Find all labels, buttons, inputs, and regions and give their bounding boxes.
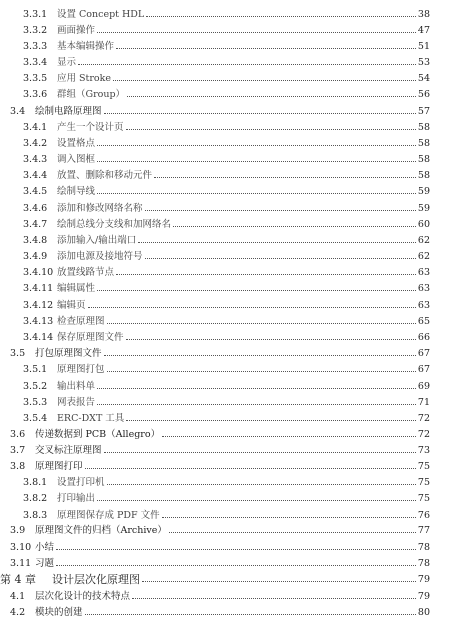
toc-entry-number: 3.9 xyxy=(10,525,26,536)
toc-entry-title: 模块的创建 xyxy=(35,607,83,618)
toc-entry-page: 69 xyxy=(417,381,430,392)
dot-leader xyxy=(56,565,416,566)
dot-leader xyxy=(88,307,416,308)
toc-entry[interactable] xyxy=(0,55,459,70)
toc-entry-number: 3.3.6 xyxy=(23,89,48,100)
dot-leader xyxy=(97,404,416,405)
toc-entry-number: 3.8.2 xyxy=(23,493,48,504)
toc-entry-title: 保存原理图文件 xyxy=(57,332,124,343)
toc-entry[interactable] xyxy=(0,217,459,232)
toc-entry[interactable] xyxy=(0,572,459,587)
toc-entry-title: 编辑页 xyxy=(57,300,86,311)
toc-entry[interactable] xyxy=(0,427,459,442)
dot-leader xyxy=(104,355,416,356)
toc-entry-title: 绘制总线分支线和加网络名 xyxy=(57,219,172,230)
toc-entry-page: 75 xyxy=(417,493,430,504)
toc-entry-number: 3.10 xyxy=(10,542,32,553)
dot-leader xyxy=(97,145,416,146)
toc-entry[interactable] xyxy=(0,443,459,458)
toc-entry[interactable] xyxy=(0,475,459,490)
toc-entry[interactable] xyxy=(0,233,459,248)
toc-entry-number: 3.5.3 xyxy=(23,397,48,408)
toc-entry-page: 72 xyxy=(417,413,430,424)
toc-entry-number: 3.4.9 xyxy=(23,251,48,262)
dot-leader xyxy=(97,500,416,501)
toc-entry-page: 54 xyxy=(417,73,430,84)
toc-entry-number: 3.4.12 xyxy=(23,300,54,311)
toc-entry-number: 3.3.5 xyxy=(23,73,48,84)
toc-entry-page: 79 xyxy=(417,574,430,585)
toc-entry-number: 3.8.1 xyxy=(23,477,48,488)
toc-entry-title: 添加输入/输出端口 xyxy=(57,235,137,246)
toc-entry-page: 65 xyxy=(417,316,430,327)
toc-entry-title: 习题 xyxy=(35,558,55,569)
toc-entry-title: 绘制导线 xyxy=(57,186,96,197)
dot-leader xyxy=(145,210,416,211)
toc-entry[interactable] xyxy=(0,589,459,604)
dot-leader xyxy=(145,258,416,259)
toc-entry-title: 打包原理图文件 xyxy=(35,348,102,359)
toc-entry-title: 交叉标注原理图 xyxy=(35,445,102,456)
toc-entry-page: 72 xyxy=(417,429,430,440)
dot-leader xyxy=(146,16,416,17)
toc-entry-number: 3.4.13 xyxy=(23,316,54,327)
toc-entry-page: 67 xyxy=(417,348,430,359)
dot-leader xyxy=(107,371,416,372)
toc-entry[interactable] xyxy=(0,330,459,345)
toc-entry[interactable] xyxy=(0,168,459,183)
toc-entry-page: 59 xyxy=(417,186,430,197)
dot-leader xyxy=(97,388,416,389)
toc-entry-number: 3.4.7 xyxy=(23,219,48,230)
dot-leader xyxy=(78,64,416,65)
toc-entry[interactable] xyxy=(0,184,459,199)
toc-entry-title: 网表报告 xyxy=(57,397,96,408)
toc-entry-title: 原理图打包 xyxy=(57,364,105,375)
toc-entry[interactable] xyxy=(0,459,459,474)
toc-entry[interactable] xyxy=(0,281,459,296)
toc-entry-number: 3.4.1 xyxy=(23,122,48,133)
toc-entry-page: 58 xyxy=(417,138,430,149)
toc-entry-page: 79 xyxy=(417,591,430,602)
toc-entry-number: 3.8.3 xyxy=(23,510,48,521)
toc-entry-page: 77 xyxy=(417,525,430,536)
dot-leader xyxy=(85,614,416,615)
dot-leader xyxy=(162,436,416,437)
dot-leader xyxy=(126,420,416,421)
toc-entry-page: 38 xyxy=(417,9,430,20)
toc-entry-page: 66 xyxy=(417,332,430,343)
dot-leader xyxy=(162,517,416,518)
toc-entry[interactable] xyxy=(0,491,459,506)
dot-leader xyxy=(116,48,416,49)
toc-entry-page: 58 xyxy=(417,170,430,181)
toc-entry-title: 设计层次化原理图 xyxy=(52,573,140,586)
dot-leader xyxy=(126,339,416,340)
toc-entry-page: 63 xyxy=(417,300,430,311)
toc-entry[interactable] xyxy=(0,7,459,22)
toc-entry[interactable] xyxy=(0,136,459,151)
toc-entry[interactable] xyxy=(0,540,459,555)
dot-leader xyxy=(138,242,416,243)
toc-entry-number: 3.5.4 xyxy=(23,413,48,424)
toc-entry-title: 放置线路节点 xyxy=(57,267,115,278)
dot-leader xyxy=(173,226,416,227)
toc-entry[interactable] xyxy=(0,379,459,394)
toc-entry-number: 第 4 章 xyxy=(0,573,36,586)
dot-leader xyxy=(104,452,416,453)
toc-entry-page: 78 xyxy=(417,542,430,553)
toc-entry-number: 3.7 xyxy=(10,445,26,456)
toc-entry-title: 放置、删除和移动元件 xyxy=(57,170,153,181)
toc-entry-title: 原理图文件的归档（Archive） xyxy=(35,525,167,536)
toc-entry-page: 67 xyxy=(417,364,430,375)
toc-entry-title: 层次化设计的技术特点 xyxy=(35,591,131,602)
toc-entry-number: 3.4 xyxy=(10,106,26,117)
toc-entry-title: 基本编辑操作 xyxy=(57,41,115,52)
toc-entry-number: 3.8 xyxy=(10,461,26,472)
toc-entry-page: 78 xyxy=(417,558,430,569)
toc-entry-title: 绘制电路原理图 xyxy=(35,106,102,117)
toc-entry-number: 4.2 xyxy=(10,607,26,618)
toc-entry-title: 打印输出 xyxy=(57,493,96,504)
toc-entry[interactable] xyxy=(0,39,459,54)
toc-entry-number: 3.5.1 xyxy=(23,364,48,375)
toc-entry-page: 73 xyxy=(417,445,430,456)
toc-entry-title: 原理图打印 xyxy=(35,461,83,472)
toc-entry-page: 53 xyxy=(417,57,430,68)
toc-entry-page: 76 xyxy=(417,510,430,521)
toc-entry[interactable] xyxy=(0,556,459,571)
dot-leader xyxy=(104,113,416,114)
dot-leader xyxy=(132,598,416,599)
toc-entry[interactable] xyxy=(0,362,459,377)
toc-entry-page: 56 xyxy=(417,89,430,100)
toc-entry[interactable] xyxy=(0,152,459,167)
toc-entry-number: 3.4.2 xyxy=(23,138,48,149)
toc-entry-page: 75 xyxy=(417,477,430,488)
toc-entry[interactable] xyxy=(0,508,459,523)
dot-leader xyxy=(116,274,416,275)
toc-entry-title: 设置格点 xyxy=(57,138,96,149)
toc-entry[interactable] xyxy=(0,523,459,538)
dot-leader xyxy=(97,193,416,194)
toc-entry[interactable] xyxy=(0,71,459,86)
toc-entry-number: 3.4.6 xyxy=(23,203,48,214)
toc-entry-title: ERC-DXT 工具 xyxy=(57,413,125,424)
toc-entry-title: 显示 xyxy=(57,57,77,68)
toc-entry-title: 设置打印机 xyxy=(57,477,105,488)
toc-entry[interactable] xyxy=(0,104,459,119)
toc-entry-number: 3.11 xyxy=(10,558,32,569)
toc-entry-title: 产生一个设计页 xyxy=(57,122,124,133)
dot-leader xyxy=(113,80,416,81)
toc-entry[interactable] xyxy=(0,314,459,329)
dot-leader xyxy=(107,484,416,485)
toc-entry[interactable] xyxy=(0,23,459,38)
toc-entry[interactable] xyxy=(0,265,459,280)
toc-entry-title: 画面操作 xyxy=(57,25,96,36)
toc-entry-title: 群组（Group） xyxy=(57,89,126,100)
toc-entry[interactable] xyxy=(0,395,459,410)
toc-entry-number: 3.4.5 xyxy=(23,186,48,197)
toc-entry-number: 3.3.4 xyxy=(23,57,48,68)
toc-entry[interactable] xyxy=(0,298,459,313)
dot-leader xyxy=(97,290,416,291)
toc-entry-page: 75 xyxy=(417,461,430,472)
toc-entry-page: 63 xyxy=(417,267,430,278)
toc-entry-number: 3.4.3 xyxy=(23,154,48,165)
toc-entry-number: 3.4.11 xyxy=(23,283,54,294)
toc-entry-page: 58 xyxy=(417,122,430,133)
toc-entry-title: 小结 xyxy=(35,542,55,553)
toc-entry-title: 添加和修改网络名称 xyxy=(57,203,143,214)
dot-leader xyxy=(107,323,416,324)
toc-entry-title: 设置 Concept HDL xyxy=(57,9,145,20)
toc-entry-page: 51 xyxy=(417,41,430,52)
toc-entry-number: 3.6 xyxy=(10,429,26,440)
toc-entry-page: 63 xyxy=(417,283,430,294)
toc-entry-title: 编辑属性 xyxy=(57,283,96,294)
toc-entry-page: 62 xyxy=(417,235,430,246)
toc-entry-title: 传递数据到 PCB（Allegro） xyxy=(35,429,161,440)
dot-leader xyxy=(169,532,416,533)
toc-entry-number: 3.4.4 xyxy=(23,170,48,181)
toc-entry-title: 原理图保存成 PDF 文件 xyxy=(57,510,160,521)
dot-leader xyxy=(97,161,416,162)
dot-leader xyxy=(56,549,416,550)
toc-entry-page: 58 xyxy=(417,154,430,165)
toc-entry-page: 47 xyxy=(417,25,430,36)
toc-entry-number: 4.1 xyxy=(10,591,26,602)
toc-entry-page: 59 xyxy=(417,203,430,214)
toc-entry[interactable] xyxy=(0,201,459,216)
toc-entry[interactable] xyxy=(0,87,459,102)
toc-entry-number: 3.3.3 xyxy=(23,41,48,52)
toc-entry-page: 62 xyxy=(417,251,430,262)
dot-leader xyxy=(85,468,416,469)
toc-entry-number: 3.4.8 xyxy=(23,235,48,246)
toc-entry[interactable] xyxy=(0,249,459,264)
toc-entry[interactable] xyxy=(0,120,459,135)
toc-entry-page: 80 xyxy=(417,607,430,618)
toc-entry-page: 71 xyxy=(417,397,430,408)
dot-leader xyxy=(154,177,416,178)
toc-entry[interactable] xyxy=(0,411,459,426)
dot-leader xyxy=(127,96,416,97)
toc-entry-number: 3.5.2 xyxy=(23,381,48,392)
dot-leader xyxy=(142,581,416,582)
toc-entry-number: 3.5 xyxy=(10,348,26,359)
toc-entry-title: 检查原理图 xyxy=(57,316,105,327)
toc-entry-number: 3.4.14 xyxy=(23,332,54,343)
toc-entry-title: 应用 Stroke xyxy=(57,73,111,84)
toc-entry-title: 输出料单 xyxy=(57,381,96,392)
toc-entry-number: 3.4.10 xyxy=(23,267,54,278)
toc-entry[interactable] xyxy=(0,605,459,620)
dot-leader xyxy=(97,32,416,33)
toc-entry-number: 3.3.1 xyxy=(23,9,48,20)
toc-entry-page: 60 xyxy=(417,219,430,230)
toc-entry[interactable] xyxy=(0,346,459,361)
toc-entry-title: 调入图框 xyxy=(57,154,96,165)
dot-leader xyxy=(126,129,416,130)
toc-entry-number: 3.3.2 xyxy=(23,25,48,36)
toc-entry-page: 57 xyxy=(417,106,430,117)
toc-entry-title: 添加电源及接地符号 xyxy=(57,251,143,262)
